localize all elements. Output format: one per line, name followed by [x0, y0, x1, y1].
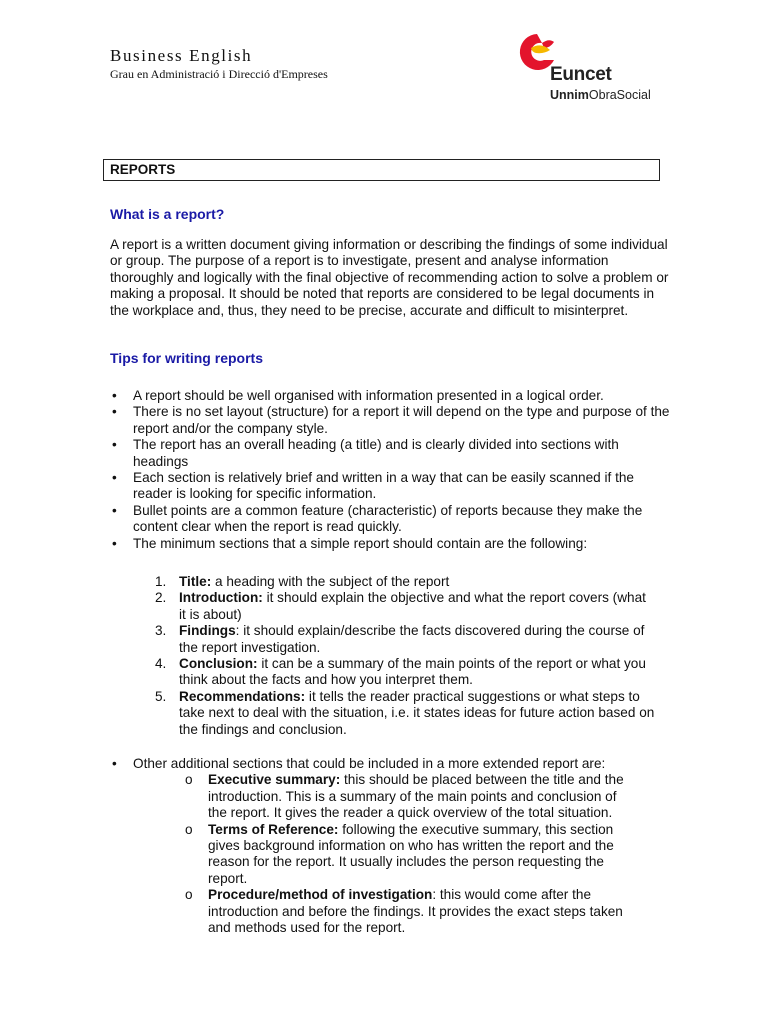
- program-subtitle: Grau en Administració i Direcció d'Empreses: [110, 67, 328, 81]
- list-item: • Bullet points are a common feature (characteristic) of reports because they make the content clear when the report is read quickly.: [110, 503, 670, 536]
- section-title: REPORTS: [110, 162, 176, 177]
- logo-tagline: UnnimObraSocial: [550, 88, 651, 102]
- list-item: 3. Findings: it should explain/describe the facts discovered during the course of the report investigation.: [155, 623, 645, 655]
- definition-paragraph: A report is a written document giving information or describing the findings of some individual or group. The purpose of a report is to investigate, present and analyse information thoroughly and logically with the final objective of recommending action to solve a problem or making a proposal. It should be noted that reports are considered to be legal documents in the workplace and, thus, they need to be precise, accurate and difficult to misinterpret.: [110, 237, 669, 318]
- additional-sections-lead: • Other additional sections that could be included in a more extended report are:: [110, 756, 670, 772]
- list-item: • The report has an overall heading (a title) and is clearly divided into sections with headings: [110, 437, 670, 470]
- logo-name: Euncet: [550, 64, 612, 85]
- list-item: • Each section is relatively brief and written in a way that can be easily scanned if the reader is looking for specific information.: [110, 470, 670, 503]
- additional-sections-list: [185, 772, 635, 936]
- additional-sections: [110, 756, 670, 936]
- heading-tips: Tips for writing reports: [110, 350, 263, 366]
- minimum-sections-list: [155, 574, 655, 738]
- heading-what-is-report: What is a report?: [110, 206, 225, 222]
- tips-list: [110, 388, 670, 552]
- list-item: • There is no set layout (structure) for a report it will depend on the type and purpose of the report and/or the company style.: [110, 404, 670, 437]
- list-item: o Executive summary: this should be placed between the title and the introduction. This is a summary of the main points and conclusion of the report. It gives the reader a quick overview of the total situation.: [185, 772, 624, 821]
- list-item: • The minimum sections that a simple report should contain are the following:: [110, 536, 670, 552]
- list-item: 1. Title: a heading with the subject of the report: [155, 574, 450, 589]
- list-item: o Procedure/method of investigation: this would come after the introduction and before the findings. It provides the exact steps taken and methods used for the report.: [185, 887, 623, 936]
- list-item: 5. Recommendations: it tells the reader practical suggestions or what steps to take next to deal with the situation, i.e. it states ideas for future action based on the findings and conclusion.: [155, 688, 655, 737]
- list-item: 2. Introduction: it should explain the objective and what the report covers (what it is about): [155, 590, 646, 622]
- list-item: 4. Conclusion: it can be a summary of the main points of the report or what you think about the facts and how you interpret them.: [155, 656, 646, 688]
- euncet-logo: [514, 30, 664, 105]
- list-item: o Terms of Reference: following the executive summary, this section gives background information on who has written the report and the reason for the report. It usually includes the person requesting the report.: [185, 821, 614, 886]
- course-title: Business English: [110, 46, 253, 65]
- list-item: • A report should be well organised with information presented in a logical order.: [110, 388, 670, 404]
- section-title-box: [103, 159, 660, 181]
